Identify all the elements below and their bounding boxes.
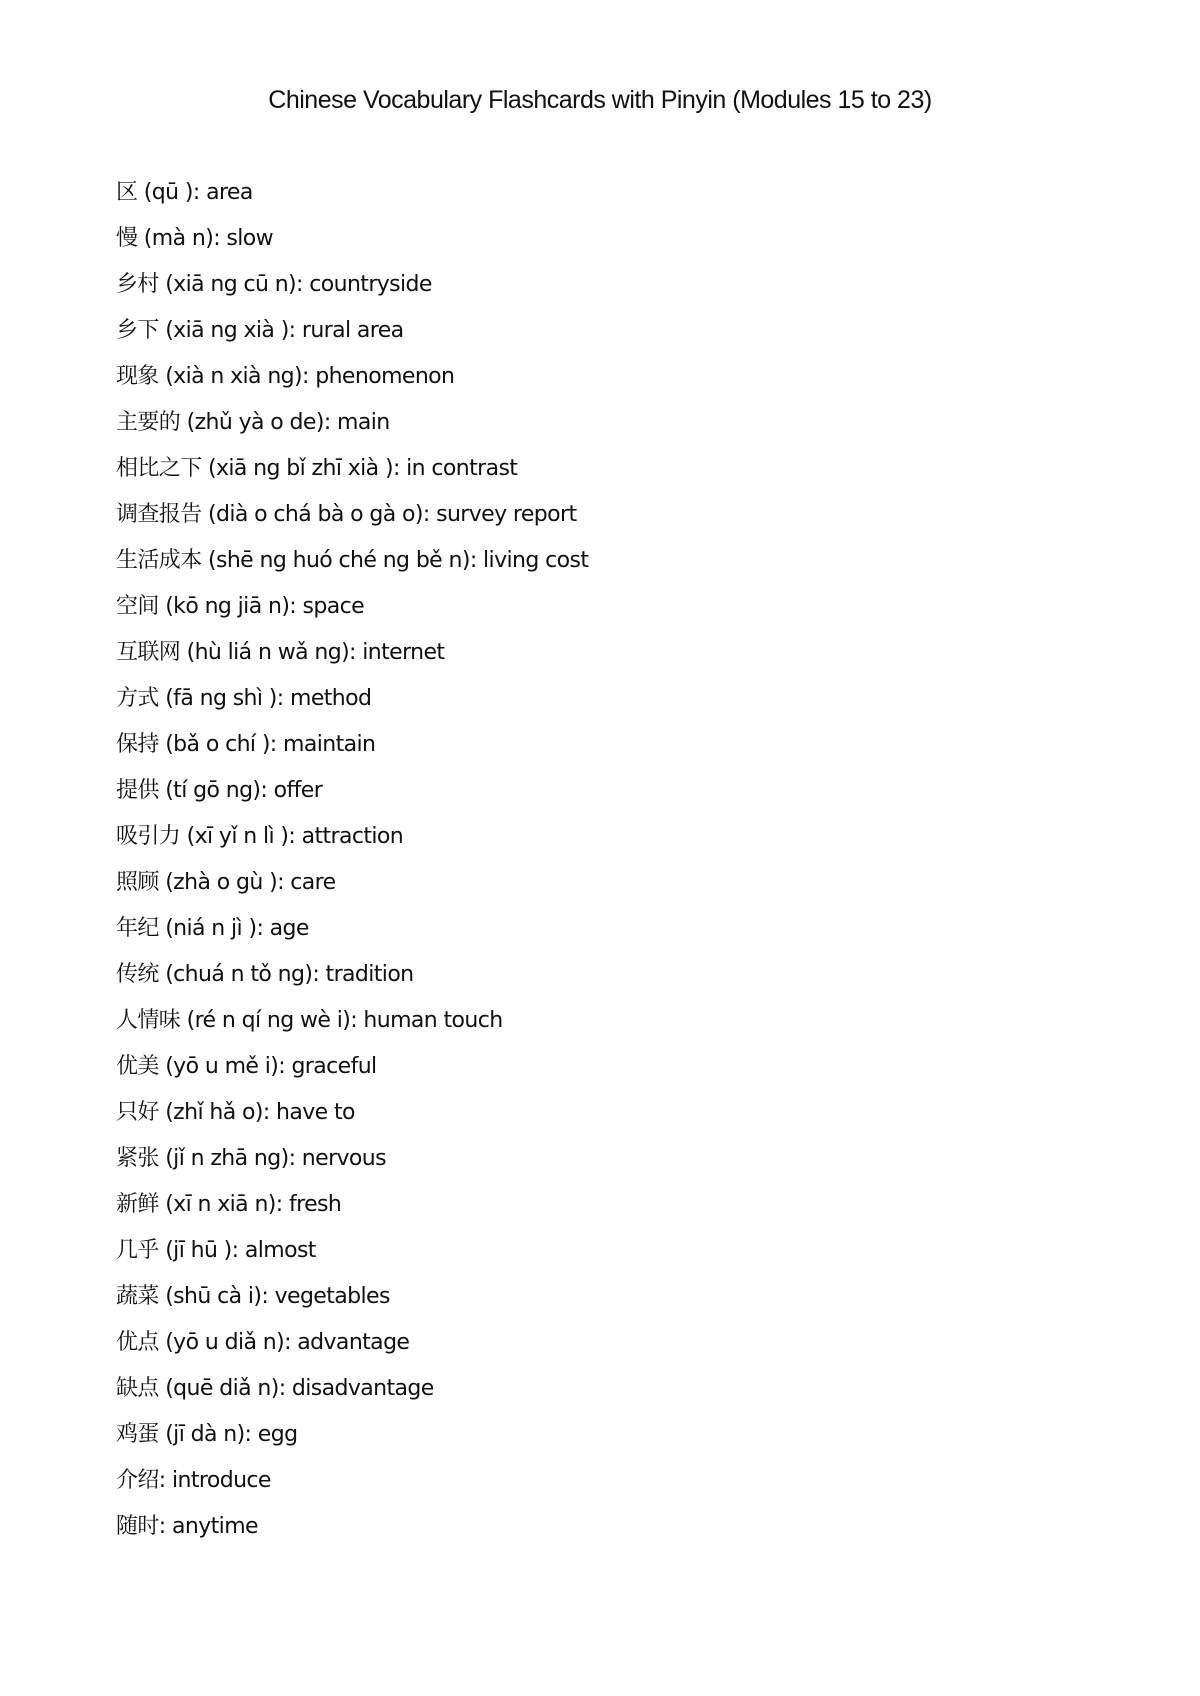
vocab-entry: 相比之下 (xiā ng bǐ zhī xià ): in contrast bbox=[116, 456, 518, 481]
vocab-entry: 鸡蛋 (jī dà n): egg bbox=[116, 1422, 298, 1447]
vocab-entry: 现象 (xià n xià ng): phenomenon bbox=[116, 364, 455, 389]
vocab-entry: 生活成本 (shē ng huó ché ng bě n): living cost bbox=[116, 548, 589, 573]
vocab-entry: 保持 (bǎ o chí ): maintain bbox=[116, 732, 376, 757]
vocab-entry: 传统 (chuá n tǒ ng): tradition bbox=[116, 962, 414, 987]
vocab-entry: 主要的 (zhǔ yà o de): main bbox=[116, 410, 390, 435]
vocab-entry: 优点 (yō u diǎ n): advantage bbox=[116, 1330, 410, 1355]
vocab-entry: 紧张 (jǐ n zhā ng): nervous bbox=[116, 1146, 387, 1171]
vocab-entry: 乡村 (xiā ng cū n): countryside bbox=[116, 272, 432, 297]
vocab-entry: 互联网 (hù liá n wǎ ng): internet bbox=[116, 640, 445, 665]
vocab-entry: 乡下 (xiā ng xià ): rural area bbox=[116, 318, 404, 343]
vocab-entry: 方式 (fā ng shì ): method bbox=[116, 686, 372, 711]
vocab-entry: 随时: anytime bbox=[116, 1514, 258, 1539]
vocab-entry: 只好 (zhǐ hǎ o): have to bbox=[116, 1100, 355, 1125]
vocab-entry: 区 (qū ): area bbox=[116, 180, 253, 205]
vocab-entry: 空间 (kō ng jiā n): space bbox=[116, 594, 365, 619]
vocab-entry: 蔬菜 (shū cà i): vegetables bbox=[116, 1284, 390, 1309]
vocab-entry: 慢 (mà n): slow bbox=[116, 226, 274, 251]
vocab-entry: 年纪 (niá n jì ): age bbox=[116, 916, 309, 941]
vocab-entry: 人情味 (ré n qí ng wè i): human touch bbox=[116, 1008, 503, 1033]
document-title: Chinese Vocabulary Flashcards with Pinyin (Modules 15 to 23) bbox=[268, 86, 932, 114]
vocab-entry: 几乎 (jī hū ): almost bbox=[116, 1238, 316, 1263]
vocab-entry: 介绍: introduce bbox=[116, 1468, 271, 1493]
vocabulary-list bbox=[116, 178, 588, 1558]
vocab-entry: 优美 (yō u mě i): graceful bbox=[116, 1054, 377, 1079]
vocab-entry: 照顾 (zhà o gù ): care bbox=[116, 870, 336, 895]
vocab-entry: 吸引力 (xī yǐ n lì ): attraction bbox=[116, 824, 404, 849]
vocab-entry: 调查报告 (dià o chá bà o gà o): survey report bbox=[116, 502, 577, 527]
vocab-entry: 提供 (tí gō ng): offer bbox=[116, 778, 323, 803]
vocab-entry: 新鲜 (xī n xiā n): fresh bbox=[116, 1192, 342, 1217]
vocab-entry: 缺点 (quē diǎ n): disadvantage bbox=[116, 1376, 434, 1401]
